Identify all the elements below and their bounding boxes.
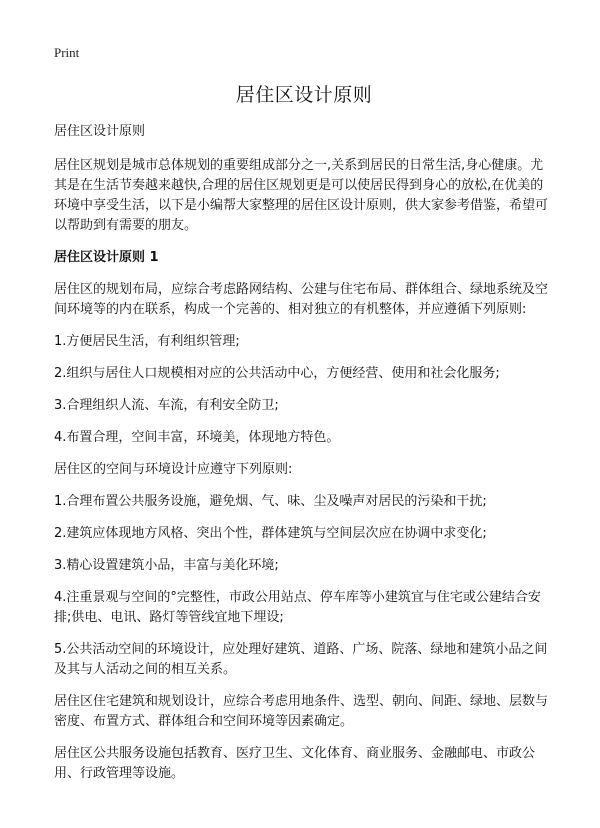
list-item: 2.组织与居住人口规模相对应的公共活动中心，方便经营、使用和社会化服务; [54,366,500,381]
document-subtitle: 居住区设计原则 [54,124,146,139]
paragraph-housing-design: 居住区住宅建筑和规划设计，应综合考虑用地条件、选型、朝向、间距、绿地、层数与密度、布置方式、群体组合和空间环境等因素确定。 [54,694,549,729]
list-item: 5.公共活动空间的环境设计，应处理好建筑、道路、广场、院落、绿地和建筑小品之间及其与人活动之间的相互关系。 [54,642,548,677]
print-link[interactable]: Print [54,45,80,60]
list-item: 4.布置合理，空间丰富，环境美，体现地方特色。 [54,430,340,445]
list-item: 1.方便居民生活，有利组织管理; [54,334,240,349]
list-item: 3.精心设置建筑小品，丰富与美化环境; [54,558,279,573]
paragraph-layout-principles: 居住区的规划布局，应综合考虑路网结构、公建与住宅布局、群体组合、绿地系统及空间环境等的内在联系，构成一个完善的、相对独立的有机整体，并应遵循下列原则: [54,282,549,317]
list-item: 4.注重景观与空间的°完整性，市政公用站点、停车库等小建筑宜与住宅或公建结合安排;供电、电讯、路灯等管线宜地下埋设; [54,590,541,625]
document-body [54,82,554,796]
list-item: 2.建筑应体现地方风格、突出个性，群体建筑与空间层次应在协调中求变化; [54,526,487,541]
list-item: 3.合理组织人流、车流，有利安全防卫; [54,398,279,413]
paragraph-public-facilities: 居住区公共服务设施包括教育、医疗卫生、文化体育、商业服务、金融邮电、市政公用、行政管理等设施。 [54,746,536,781]
page-title: 居住区设计原则 [235,84,373,106]
paragraph-space-principles: 居住区的空间与环境设计应遵守下列原则: [54,462,293,477]
intro-paragraph: 居住区规划是城市总体规划的重要组成部分之一,关系到居民的日常生活,身心健康。尤其是在生活节奏越来越快,合理的居住区规划更是可以使居民得到身心的放松,在优美的环境中享受生活，以下是小编帮大家整理的居住区设计原则，供大家参考借鉴，希望可以帮助到有需要的朋友。 [54,158,549,233]
section-heading: 居住区设计原则 1 [54,250,159,265]
list-item: 1.合理布置公共服务设施，避免烟、气、味、尘及噪声对居民的污染和干扰; [54,494,487,509]
